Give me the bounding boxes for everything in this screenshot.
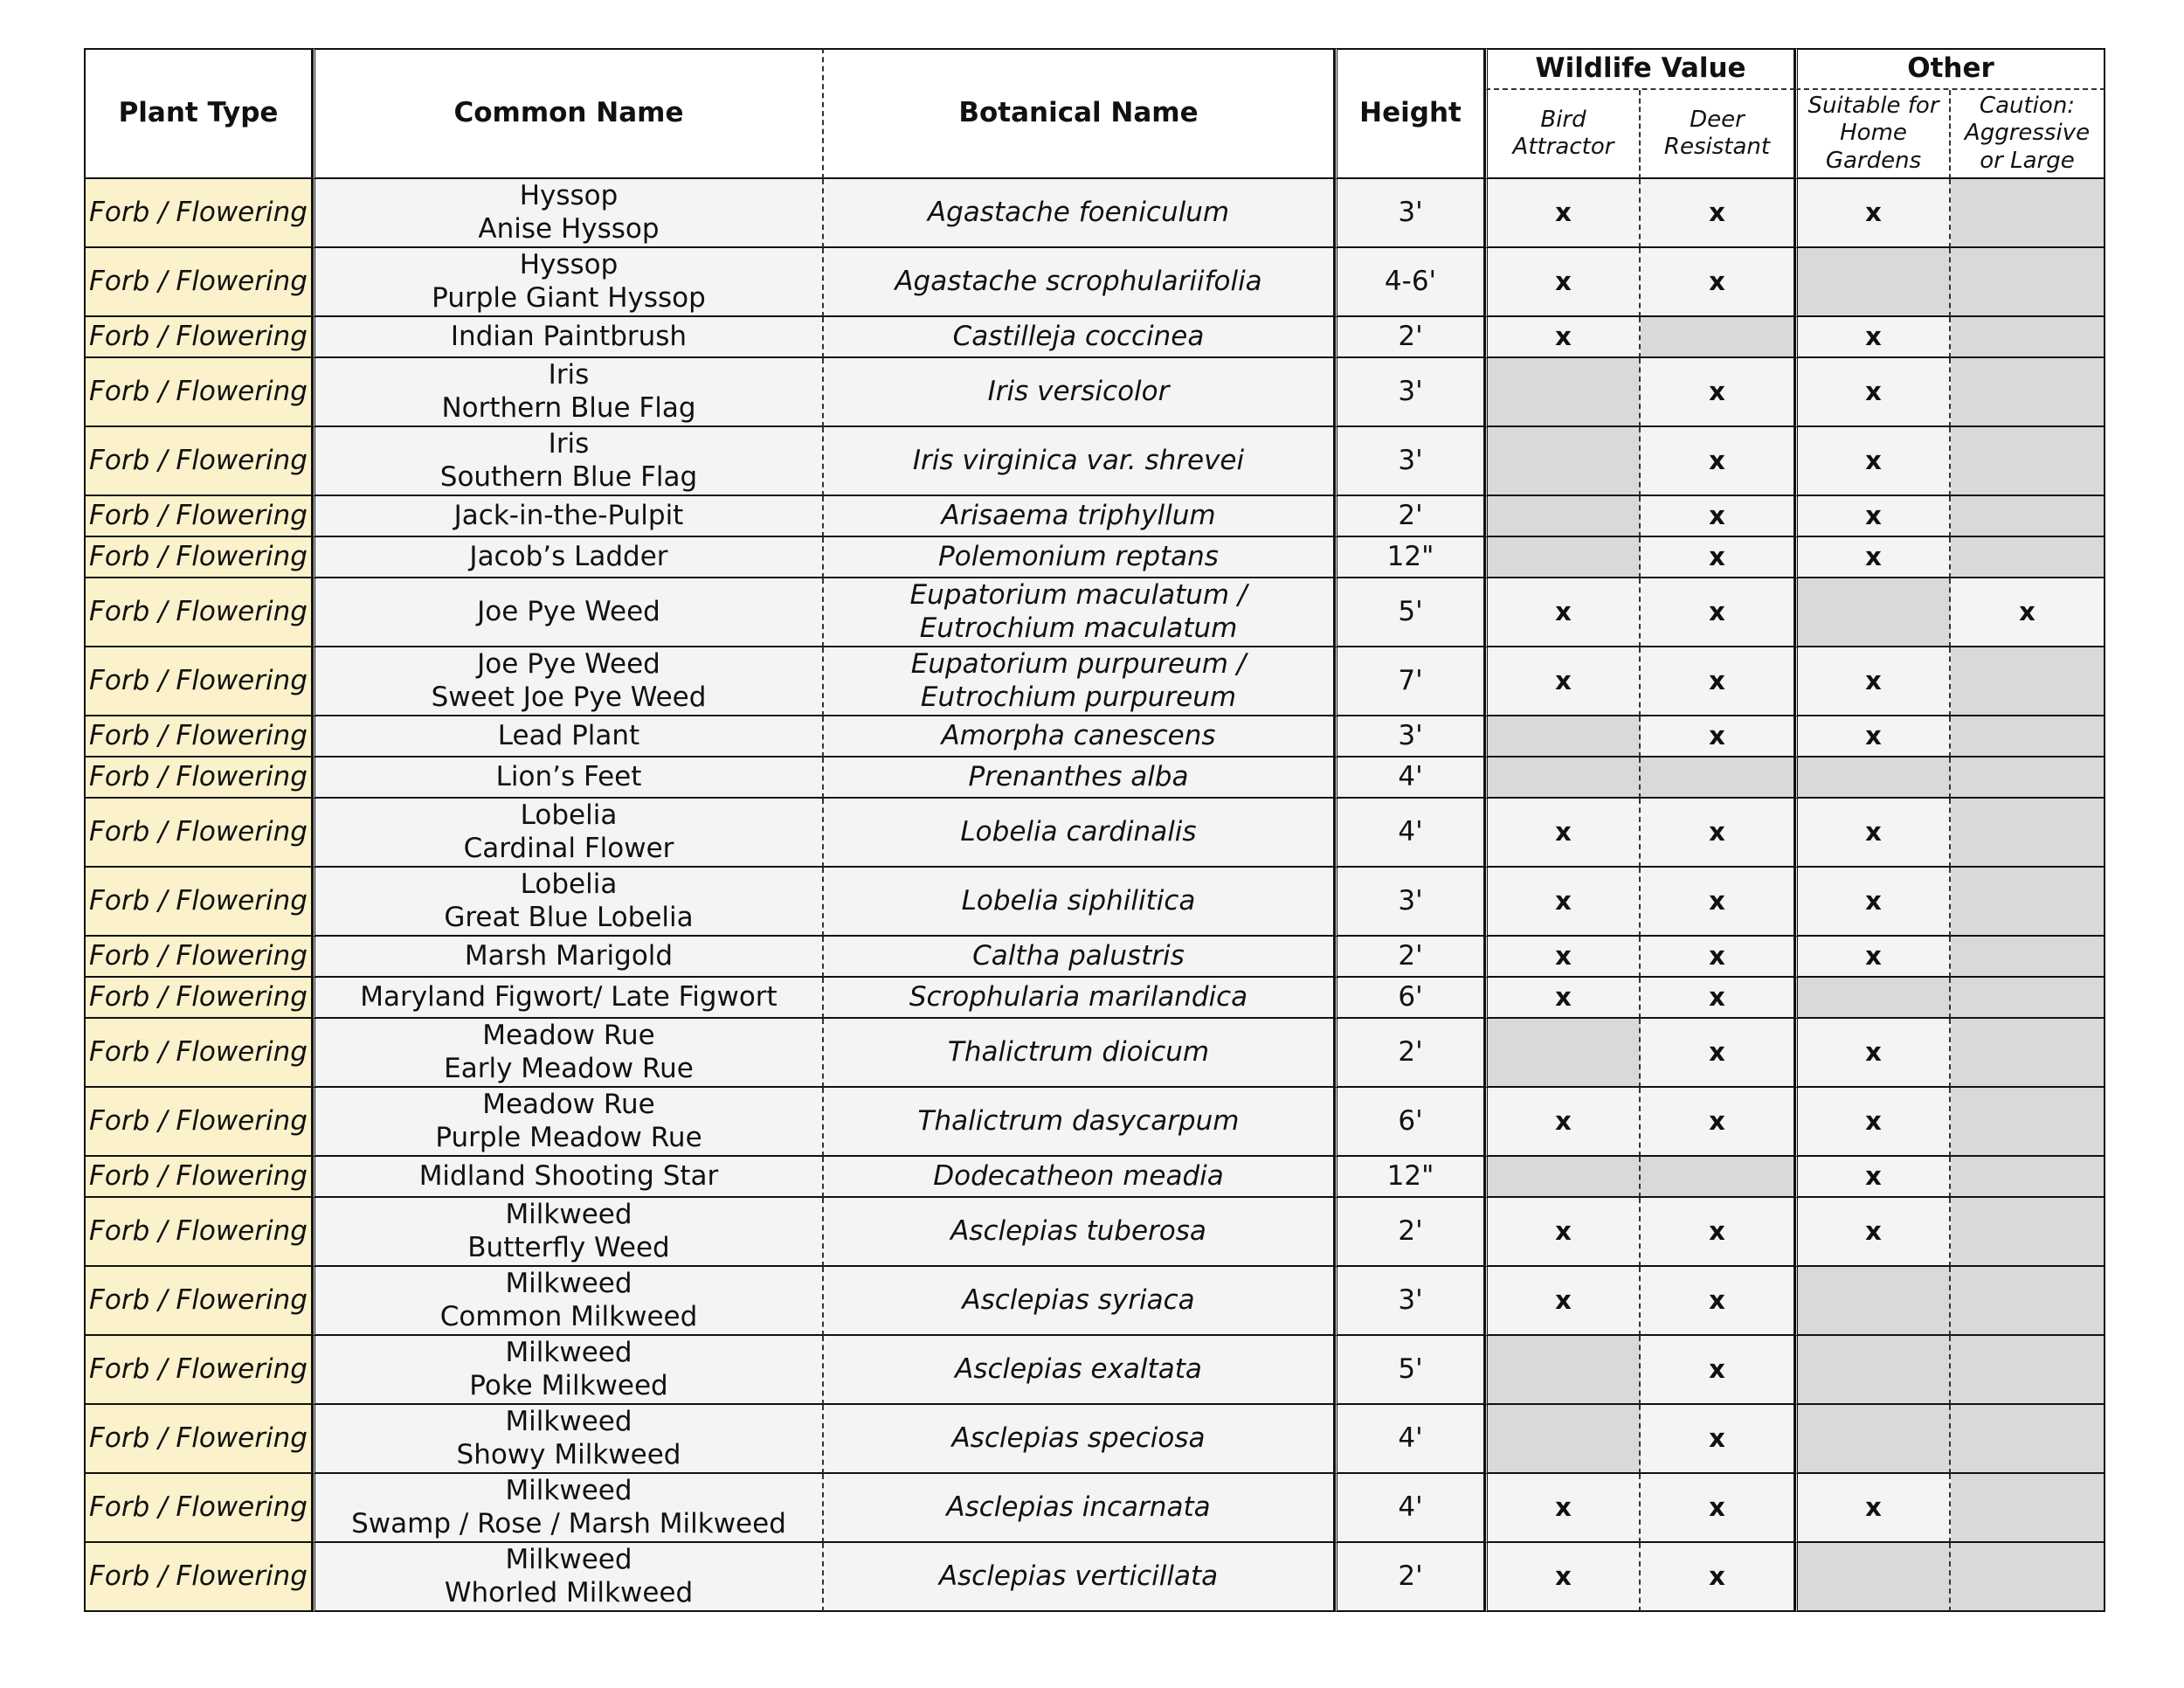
plant-type-cell: Forb / Flowering: [84, 937, 313, 978]
height-cell: 3': [1335, 868, 1485, 937]
botanical-name-cell: Dodecatheon meadia: [824, 1157, 1335, 1198]
table-row: [84, 937, 2105, 978]
common-name-line: Iris: [548, 428, 590, 460]
common-name-cell: [313, 716, 824, 758]
suitable-home-cell: x: [1795, 427, 1951, 496]
plant-type-cell: Forb / Flowering: [84, 578, 313, 647]
plant-type-cell: Forb / Flowering: [84, 1198, 313, 1267]
common-name-cell: [313, 1405, 824, 1474]
plant-type-cell: Forb / Flowering: [84, 537, 313, 578]
bird-attractor-cell: x: [1485, 868, 1641, 937]
deer-resistant-cell: x: [1641, 358, 1795, 427]
deer-resistant-cell: [1641, 758, 1795, 799]
table-row: [84, 496, 2105, 537]
deer-resistant-cell: [1641, 1157, 1795, 1198]
table-row: [84, 868, 2105, 937]
height-cell: 4-6': [1335, 248, 1485, 317]
caution-cell: [1951, 647, 2105, 716]
common-name-line: Cardinal Flower: [463, 832, 674, 864]
header-bird-attractor: Bird Attractor: [1485, 90, 1641, 179]
botanical-name-line: Eupatorium purpureum /: [910, 648, 1247, 681]
bird-attractor-cell: x: [1485, 799, 1641, 868]
deer-resistant-cell: x: [1641, 496, 1795, 537]
common-name-line: Early Meadow Rue: [444, 1052, 694, 1084]
suitable-home-cell: x: [1795, 537, 1951, 578]
caution-cell: [1951, 799, 2105, 868]
botanical-name-cell: Iris virginica var. shrevei: [824, 427, 1335, 496]
bird-attractor-cell: [1485, 496, 1641, 537]
common-name-line: Purple Meadow Rue: [435, 1121, 702, 1153]
table-row: [84, 716, 2105, 758]
height-cell: 3': [1335, 358, 1485, 427]
table-row: [84, 758, 2105, 799]
botanical-name-cell: Amorpha canescens: [824, 716, 1335, 758]
suitable-home-cell: x: [1795, 1198, 1951, 1267]
deer-resistant-cell: x: [1641, 978, 1795, 1019]
common-name-cell: [313, 537, 824, 578]
caution-cell: [1951, 1088, 2105, 1157]
suitable-home-cell: [1795, 1267, 1951, 1336]
plant-type-cell: Forb / Flowering: [84, 716, 313, 758]
bird-attractor-cell: x: [1485, 248, 1641, 317]
botanical-name-cell: Asclepias verticillata: [824, 1543, 1335, 1612]
suitable-home-cell: [1795, 978, 1951, 1019]
header-deer-resistant: Deer Resistant: [1641, 90, 1795, 179]
plant-type-cell: Forb / Flowering: [84, 758, 313, 799]
botanical-name-cell: Caltha palustris: [824, 937, 1335, 978]
botanical-name-cell: Asclepias exaltata: [824, 1336, 1335, 1405]
common-name-line: Iris: [548, 359, 590, 391]
common-name-cell: [313, 1198, 824, 1267]
caution-cell: [1951, 248, 2105, 317]
botanical-name-cell: Scrophularia marilandica: [824, 978, 1335, 1019]
deer-resistant-cell: x: [1641, 427, 1795, 496]
bird-attractor-cell: x: [1485, 1198, 1641, 1267]
caution-cell: [1951, 496, 2105, 537]
height-cell: 3': [1335, 716, 1485, 758]
height-cell: 2': [1335, 317, 1485, 358]
deer-resistant-cell: x: [1641, 868, 1795, 937]
common-name-line: Butterfly Weed: [467, 1231, 670, 1263]
caution-cell: [1951, 937, 2105, 978]
common-name-line: Milkweed: [505, 1268, 632, 1300]
suitable-home-cell: x: [1795, 358, 1951, 427]
caution-cell: [1951, 427, 2105, 496]
suitable-home-cell: x: [1795, 868, 1951, 937]
suitable-home-cell: x: [1795, 1474, 1951, 1543]
botanical-name-cell: Thalictrum dioicum: [824, 1019, 1335, 1088]
deer-resistant-cell: x: [1641, 1543, 1795, 1612]
common-name-line: Showy Milkweed: [456, 1438, 681, 1470]
table-body: [84, 179, 2105, 1612]
header-plant-type: Plant Type: [84, 48, 313, 179]
bird-attractor-cell: x: [1485, 578, 1641, 647]
table-row: [84, 1267, 2105, 1336]
botanical-name-cell: Arisaema triphyllum: [824, 496, 1335, 537]
table-row: [84, 1157, 2105, 1198]
common-name-cell: [313, 1336, 824, 1405]
bird-attractor-cell: x: [1485, 1474, 1641, 1543]
bird-attractor-cell: [1485, 427, 1641, 496]
bird-attractor-cell: x: [1485, 317, 1641, 358]
table-row: [84, 978, 2105, 1019]
common-name-line: Meadow Rue: [482, 1020, 655, 1052]
table-row: [84, 1088, 2105, 1157]
height-cell: 3': [1335, 1267, 1485, 1336]
deer-resistant-cell: x: [1641, 647, 1795, 716]
table-row: [84, 1198, 2105, 1267]
caution-cell: [1951, 1336, 2105, 1405]
common-name-line: Lion’s Feet: [495, 760, 642, 792]
header-caution: Caution: Aggressive or Large: [1951, 90, 2105, 179]
height-cell: 12": [1335, 537, 1485, 578]
common-name-line: Milkweed: [505, 1544, 632, 1576]
common-name-cell: [313, 1019, 824, 1088]
common-name-line: Joe Pye Weed: [477, 648, 660, 681]
caution-cell: [1951, 978, 2105, 1019]
height-cell: 3': [1335, 427, 1485, 496]
common-name-line: Hyssop: [519, 249, 619, 281]
common-name-line: Great Blue Lobelia: [444, 901, 694, 933]
botanical-name-cell: Lobelia cardinalis: [824, 799, 1335, 868]
botanical-name-cell: [824, 647, 1335, 716]
header-wildlife-value: Wildlife Value: [1485, 48, 1795, 90]
common-name-cell: [313, 758, 824, 799]
bird-attractor-cell: [1485, 1405, 1641, 1474]
common-name-line: Lobelia: [520, 868, 618, 901]
table-row: [84, 427, 2105, 496]
header-height: Height: [1335, 48, 1485, 179]
height-cell: 2': [1335, 937, 1485, 978]
botanical-name-line: Eutrochium purpureum: [920, 681, 1237, 713]
plant-type-cell: Forb / Flowering: [84, 427, 313, 496]
common-name-line: Milkweed: [505, 1337, 632, 1369]
plant-type-cell: Forb / Flowering: [84, 317, 313, 358]
plant-type-cell: Forb / Flowering: [84, 496, 313, 537]
bird-attractor-cell: [1485, 537, 1641, 578]
common-name-line: Milkweed: [505, 1406, 632, 1438]
height-cell: 5': [1335, 578, 1485, 647]
caution-cell: [1951, 1543, 2105, 1612]
common-name-line: Meadow Rue: [482, 1089, 655, 1121]
plant-type-cell: Forb / Flowering: [84, 1019, 313, 1088]
common-name-cell: [313, 647, 824, 716]
botanical-name-cell: Agastache scrophulariifolia: [824, 248, 1335, 317]
caution-cell: [1951, 179, 2105, 248]
common-name-line: Sweet Joe Pye Weed: [431, 681, 707, 713]
suitable-home-cell: x: [1795, 496, 1951, 537]
deer-resistant-cell: x: [1641, 1474, 1795, 1543]
plant-type-cell: Forb / Flowering: [84, 647, 313, 716]
table-row: [84, 179, 2105, 248]
caution-cell: [1951, 1157, 2105, 1198]
caution-cell: [1951, 868, 2105, 937]
plant-type-cell: Forb / Flowering: [84, 1405, 313, 1474]
table-row: [84, 358, 2105, 427]
botanical-name-cell: Prenanthes alba: [824, 758, 1335, 799]
suitable-home-cell: [1795, 1543, 1951, 1612]
suitable-home-cell: [1795, 1336, 1951, 1405]
caution-cell: x: [1951, 578, 2105, 647]
table-row: [84, 1543, 2105, 1612]
table-row: [84, 537, 2105, 578]
common-name-line: Whorled Milkweed: [444, 1576, 694, 1608]
caution-cell: [1951, 758, 2105, 799]
common-name-line: Indian Paintbrush: [450, 320, 688, 352]
common-name-line: Southern Blue Flag: [439, 460, 698, 493]
header-suitable-home-gardens: Suitable for Home Gardens: [1795, 90, 1951, 179]
common-name-line: Midland Shooting Star: [418, 1159, 719, 1192]
common-name-cell: [313, 1267, 824, 1336]
table-row: [84, 1336, 2105, 1405]
common-name-line: Lead Plant: [497, 719, 640, 751]
height-cell: 4': [1335, 1405, 1485, 1474]
table-row: [84, 1405, 2105, 1474]
suitable-home-cell: x: [1795, 1157, 1951, 1198]
plant-type-cell: Forb / Flowering: [84, 358, 313, 427]
common-name-cell: [313, 578, 824, 647]
common-name-line: Maryland Figwort/ Late Figwort: [360, 980, 778, 1013]
table-row: [84, 317, 2105, 358]
suitable-home-cell: x: [1795, 937, 1951, 978]
plant-type-cell: Forb / Flowering: [84, 179, 313, 248]
caution-cell: [1951, 537, 2105, 578]
common-name-cell: [313, 179, 824, 248]
caution-cell: [1951, 317, 2105, 358]
table-row: [84, 578, 2105, 647]
height-cell: 4': [1335, 799, 1485, 868]
plant-type-cell: Forb / Flowering: [84, 248, 313, 317]
common-name-cell: [313, 799, 824, 868]
height-cell: 3': [1335, 179, 1485, 248]
deer-resistant-cell: x: [1641, 937, 1795, 978]
table-row: [84, 647, 2105, 716]
suitable-home-cell: x: [1795, 1088, 1951, 1157]
plant-type-cell: Forb / Flowering: [84, 799, 313, 868]
suitable-home-cell: [1795, 1405, 1951, 1474]
bird-attractor-cell: x: [1485, 179, 1641, 248]
botanical-name-line: Eutrochium maculatum: [919, 612, 1238, 644]
header-other: Other: [1795, 48, 2105, 90]
suitable-home-cell: x: [1795, 647, 1951, 716]
deer-resistant-cell: x: [1641, 1267, 1795, 1336]
bird-attractor-cell: [1485, 1157, 1641, 1198]
bird-attractor-cell: x: [1485, 978, 1641, 1019]
bird-attractor-cell: [1485, 1336, 1641, 1405]
common-name-line: Marsh Marigold: [464, 939, 674, 972]
deer-resistant-cell: x: [1641, 1198, 1795, 1267]
deer-resistant-cell: x: [1641, 248, 1795, 317]
bird-attractor-cell: [1485, 716, 1641, 758]
plant-type-cell: Forb / Flowering: [84, 1474, 313, 1543]
botanical-name-line: Eupatorium maculatum /: [909, 579, 1248, 612]
height-cell: 6': [1335, 1088, 1485, 1157]
suitable-home-cell: x: [1795, 317, 1951, 358]
common-name-line: Anise Hyssop: [478, 212, 660, 245]
common-name-cell: [313, 1474, 824, 1543]
common-name-cell: [313, 358, 824, 427]
common-name-line: Milkweed: [505, 1199, 632, 1231]
plant-type-cell: Forb / Flowering: [84, 978, 313, 1019]
common-name-line: Swamp / Rose / Marsh Milkweed: [351, 1507, 786, 1539]
deer-resistant-cell: [1641, 317, 1795, 358]
common-name-line: Jacob’s Ladder: [469, 540, 668, 572]
common-name-line: Lobelia: [520, 799, 618, 832]
height-cell: 5': [1335, 1336, 1485, 1405]
height-cell: 7': [1335, 647, 1485, 716]
height-cell: 4': [1335, 758, 1485, 799]
botanical-name-cell: [824, 578, 1335, 647]
caution-cell: [1951, 358, 2105, 427]
suitable-home-cell: [1795, 248, 1951, 317]
plant-type-cell: Forb / Flowering: [84, 1543, 313, 1612]
deer-resistant-cell: x: [1641, 179, 1795, 248]
plant-type-cell: Forb / Flowering: [84, 1267, 313, 1336]
plant-type-cell: Forb / Flowering: [84, 1157, 313, 1198]
common-name-cell: [313, 317, 824, 358]
common-name-line: Common Milkweed: [439, 1300, 698, 1332]
suitable-home-cell: x: [1795, 716, 1951, 758]
bird-attractor-cell: [1485, 758, 1641, 799]
deer-resistant-cell: x: [1641, 537, 1795, 578]
height-cell: 2': [1335, 496, 1485, 537]
common-name-line: Milkweed: [505, 1475, 632, 1507]
deer-resistant-cell: x: [1641, 716, 1795, 758]
suitable-home-cell: [1795, 758, 1951, 799]
botanical-name-cell: Asclepias syriaca: [824, 1267, 1335, 1336]
caution-cell: [1951, 1267, 2105, 1336]
botanical-name-cell: Polemonium reptans: [824, 537, 1335, 578]
caution-cell: [1951, 1019, 2105, 1088]
deer-resistant-cell: x: [1641, 799, 1795, 868]
plant-type-cell: Forb / Flowering: [84, 868, 313, 937]
header-common-name: Common Name: [313, 48, 824, 179]
plant-type-cell: Forb / Flowering: [84, 1088, 313, 1157]
suitable-home-cell: x: [1795, 799, 1951, 868]
bird-attractor-cell: x: [1485, 647, 1641, 716]
height-cell: 4': [1335, 1474, 1485, 1543]
common-name-cell: [313, 978, 824, 1019]
botanical-name-cell: Asclepias speciosa: [824, 1405, 1335, 1474]
height-cell: 2': [1335, 1019, 1485, 1088]
botanical-name-cell: Asclepias incarnata: [824, 1474, 1335, 1543]
bird-attractor-cell: [1485, 358, 1641, 427]
table-row: [84, 799, 2105, 868]
plant-type-cell: Forb / Flowering: [84, 1336, 313, 1405]
common-name-line: Hyssop: [519, 180, 619, 212]
header-botanical-name: Botanical Name: [824, 48, 1335, 179]
deer-resistant-cell: x: [1641, 578, 1795, 647]
botanical-name-cell: Castilleja coccinea: [824, 317, 1335, 358]
botanical-name-cell: Iris versicolor: [824, 358, 1335, 427]
common-name-cell: [313, 868, 824, 937]
deer-resistant-cell: x: [1641, 1336, 1795, 1405]
common-name-cell: [313, 1088, 824, 1157]
common-name-line: Joe Pye Weed: [477, 595, 660, 627]
caution-cell: [1951, 716, 2105, 758]
bird-attractor-cell: x: [1485, 1267, 1641, 1336]
table-row: [84, 248, 2105, 317]
suitable-home-cell: x: [1795, 179, 1951, 248]
deer-resistant-cell: x: [1641, 1019, 1795, 1088]
height-cell: 12": [1335, 1157, 1485, 1198]
bird-attractor-cell: x: [1485, 937, 1641, 978]
caution-cell: [1951, 1405, 2105, 1474]
common-name-cell: [313, 1543, 824, 1612]
table-row: [84, 1474, 2105, 1543]
height-cell: 6': [1335, 978, 1485, 1019]
caution-cell: [1951, 1198, 2105, 1267]
common-name-line: Poke Milkweed: [469, 1369, 668, 1401]
height-cell: 2': [1335, 1198, 1485, 1267]
suitable-home-cell: x: [1795, 1019, 1951, 1088]
common-name-line: Northern Blue Flag: [441, 391, 696, 424]
common-name-cell: [313, 496, 824, 537]
suitable-home-cell: [1795, 578, 1951, 647]
botanical-name-cell: Thalictrum dasycarpum: [824, 1088, 1335, 1157]
common-name-cell: [313, 427, 824, 496]
caution-cell: [1951, 1474, 2105, 1543]
bird-attractor-cell: [1485, 1019, 1641, 1088]
common-name-cell: [313, 937, 824, 978]
common-name-line: Purple Giant Hyssop: [432, 281, 706, 314]
botanical-name-cell: Lobelia siphilitica: [824, 868, 1335, 937]
botanical-name-cell: Asclepias tuberosa: [824, 1198, 1335, 1267]
plant-table: [84, 48, 2105, 1612]
common-name-line: Jack-in-the-Pulpit: [453, 499, 684, 531]
common-name-cell: [313, 248, 824, 317]
deer-resistant-cell: x: [1641, 1405, 1795, 1474]
botanical-name-cell: Agastache foeniculum: [824, 179, 1335, 248]
deer-resistant-cell: x: [1641, 1088, 1795, 1157]
common-name-cell: [313, 1157, 824, 1198]
table-row: [84, 1019, 2105, 1088]
height-cell: 2': [1335, 1543, 1485, 1612]
bird-attractor-cell: x: [1485, 1543, 1641, 1612]
bird-attractor-cell: x: [1485, 1088, 1641, 1157]
